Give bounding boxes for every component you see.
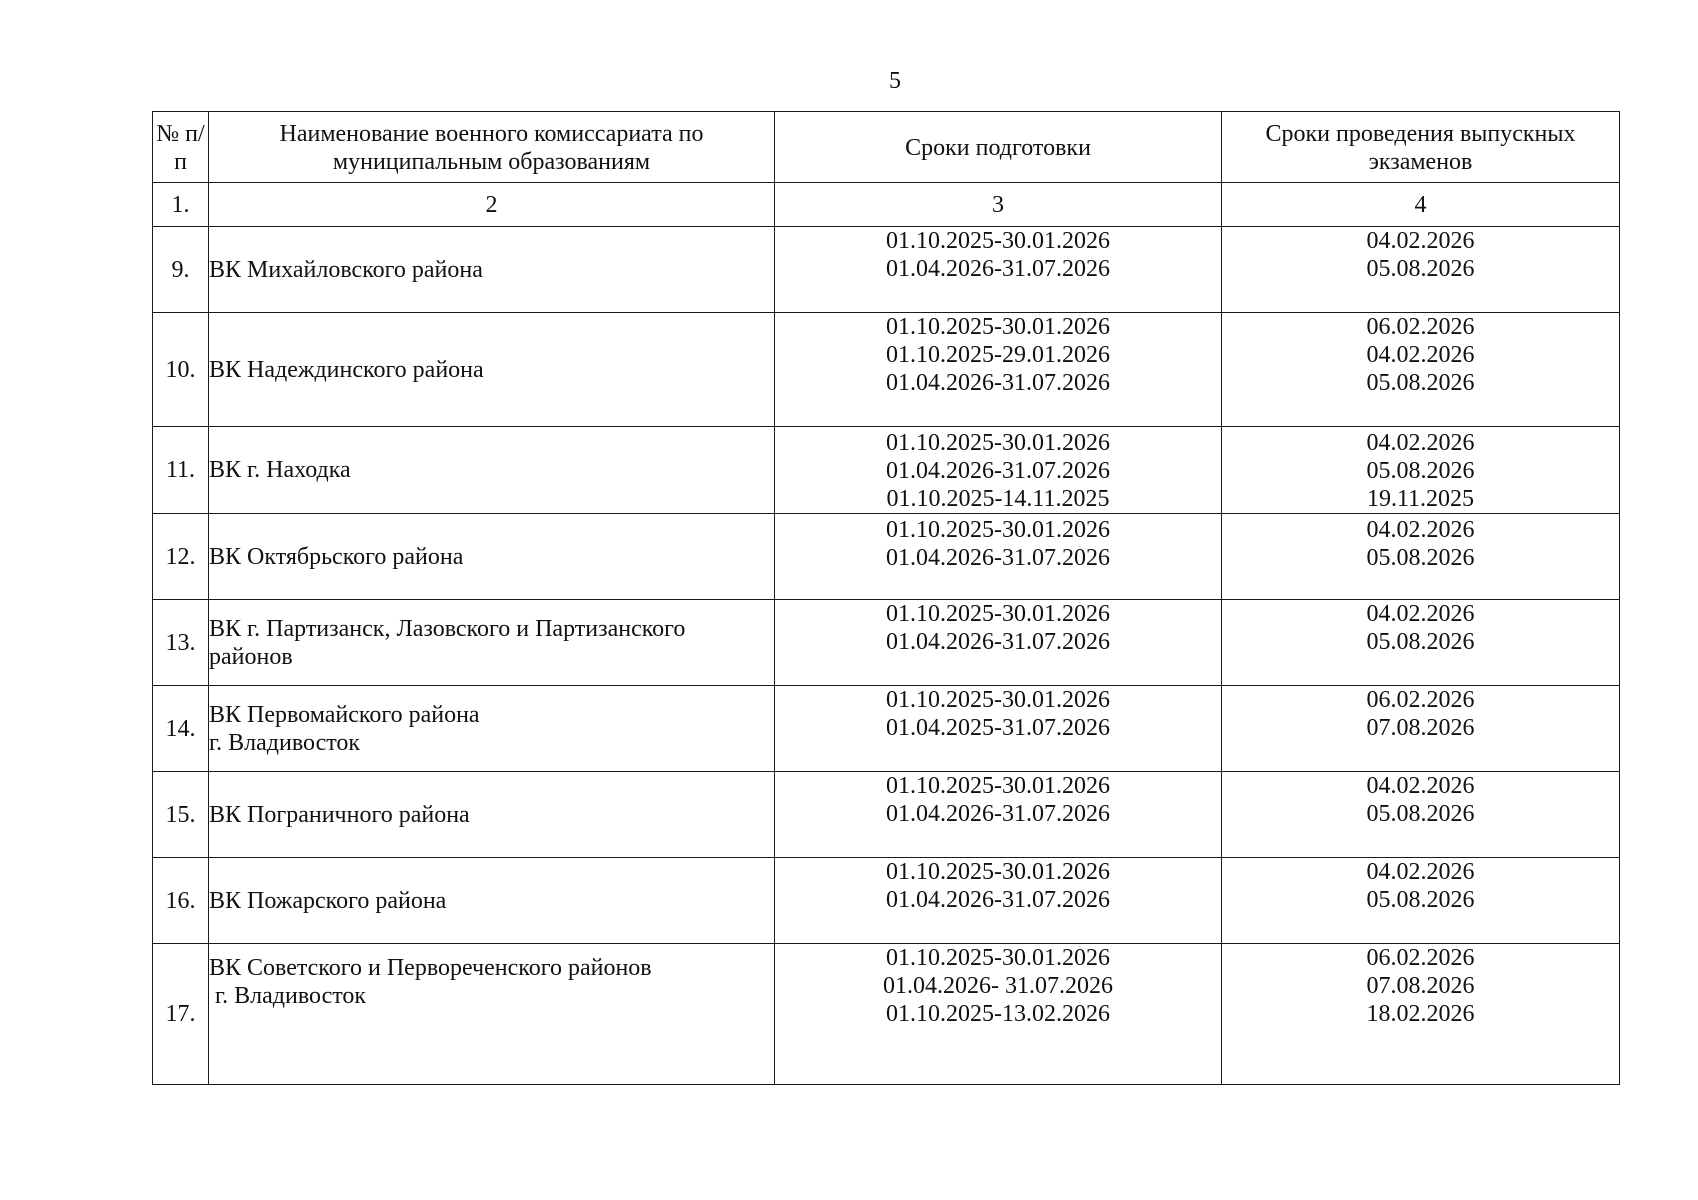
preparation-period: 01.04.2026-31.07.2026 — [886, 545, 1110, 571]
exam-date: 06.02.2026 — [1366, 945, 1475, 971]
name-line: ВК г. Партизанск, Лазовского и Партизанского — [209, 615, 686, 642]
commissariat-name — [209, 772, 775, 858]
exam-date: 04.02.2026 — [1366, 342, 1475, 368]
preparation-period: 01.10.2025-30.01.2026 — [886, 228, 1110, 254]
preparation-period: 01.10.2025-30.01.2026 — [886, 430, 1110, 456]
exam-date: 05.08.2026 — [1366, 256, 1475, 282]
commissariat-name — [209, 686, 775, 772]
row-number: 14. — [153, 686, 209, 772]
row-number: 17. — [153, 944, 209, 1085]
preparation-dates — [775, 227, 1222, 313]
name-line: г. Владивосток — [209, 983, 367, 1009]
exam-date: 05.08.2026 — [1366, 887, 1475, 913]
table-row — [153, 427, 1620, 514]
row-number: 15. — [153, 772, 209, 858]
name-line: ВК г. Находка — [209, 457, 351, 483]
preparation-period: 01.10.2025-13.02.2026 — [886, 1001, 1110, 1027]
header-exam: Сроки проведения выпускных экзаменов — [1222, 112, 1620, 183]
preparation-period: 01.04.2026- 31.07.2026 — [883, 973, 1113, 999]
exam-date: 05.08.2026 — [1366, 629, 1475, 655]
name-line: ВК Пожарского района — [209, 887, 447, 914]
preparation-dates — [775, 944, 1222, 1085]
name-line: ВК Октябрьского района — [209, 543, 464, 570]
exam-date: 19.11.2025 — [1366, 486, 1475, 512]
exam-date: 18.02.2026 — [1366, 1001, 1475, 1027]
column-number: 4 — [1222, 183, 1620, 227]
table-row — [153, 514, 1620, 600]
exam-date: 06.02.2026 — [1366, 314, 1475, 340]
exam-date: 05.08.2026 — [1366, 545, 1475, 571]
exam-date: 04.02.2026 — [1366, 517, 1475, 543]
column-number: 3 — [775, 183, 1222, 227]
preparation-dates — [775, 514, 1222, 600]
name-line: ВК Надеждинского района — [209, 356, 484, 383]
table-row — [153, 772, 1620, 858]
table-row — [153, 858, 1620, 944]
exam-dates — [1222, 427, 1620, 514]
row-number: 13. — [153, 600, 209, 686]
exam-date: 05.08.2026 — [1366, 370, 1475, 396]
preparation-period: 01.04.2026-31.07.2026 — [886, 801, 1110, 827]
preparation-period: 01.10.2025-30.01.2026 — [886, 945, 1110, 971]
name-line: ВК Первомайского района — [209, 701, 480, 728]
row-number: 10. — [153, 313, 209, 427]
exam-date: 04.02.2026 — [1366, 430, 1475, 456]
preparation-period: 01.04.2026-31.07.2026 — [886, 256, 1110, 282]
exam-dates — [1222, 514, 1620, 600]
schedule-table — [152, 111, 1620, 1085]
exam-date: 04.02.2026 — [1366, 773, 1475, 799]
exam-date: 06.02.2026 — [1366, 687, 1475, 713]
preparation-dates — [775, 772, 1222, 858]
commissariat-name — [209, 227, 775, 313]
name-line: г. Владивосток — [209, 729, 361, 756]
name-line: районов — [209, 643, 293, 670]
exam-dates — [1222, 944, 1620, 1085]
preparation-period: 01.04.2026-31.07.2026 — [886, 887, 1110, 913]
exam-dates — [1222, 858, 1620, 944]
table-row — [153, 227, 1620, 313]
name-line: ВК Пограничного района — [209, 801, 470, 828]
preparation-period: 01.10.2025-30.01.2026 — [886, 314, 1110, 340]
table-header-row — [153, 112, 1620, 183]
preparation-period: 01.10.2025-30.01.2026 — [886, 859, 1110, 885]
exam-date: 05.08.2026 — [1366, 801, 1475, 827]
row-number: 16. — [153, 858, 209, 944]
preparation-period: 01.10.2025-14.11.2025 — [886, 486, 1110, 512]
exam-date: 04.02.2026 — [1366, 859, 1475, 885]
exam-dates — [1222, 600, 1620, 686]
preparation-period: 01.04.2026-31.07.2026 — [886, 458, 1110, 484]
preparation-dates — [775, 686, 1222, 772]
header-num: № п/п — [153, 112, 209, 183]
row-number: 12. — [153, 514, 209, 600]
exam-date: 04.02.2026 — [1366, 601, 1475, 627]
header-prep: Сроки подготовки — [775, 112, 1222, 183]
name-line: ВК Советского и Первореченского районов — [209, 955, 652, 981]
preparation-dates — [775, 427, 1222, 514]
preparation-period: 01.04.2026-31.07.2026 — [886, 370, 1110, 396]
preparation-period: 01.10.2025-30.01.2026 — [886, 687, 1110, 713]
exam-dates — [1222, 772, 1620, 858]
column-number: 1. — [153, 183, 209, 227]
exam-date: 04.02.2026 — [1366, 228, 1475, 254]
header-name: Наименование военного комиссариата по муниципальным образованиям — [209, 112, 775, 183]
exam-dates — [1222, 227, 1620, 313]
commissariat-name — [209, 600, 775, 686]
table-row — [153, 944, 1620, 1085]
commissariat-name — [209, 427, 775, 514]
table-row — [153, 686, 1620, 772]
preparation-dates — [775, 313, 1222, 427]
commissariat-name — [209, 858, 775, 944]
exam-dates — [1222, 313, 1620, 427]
row-number: 11. — [153, 427, 209, 514]
preparation-period: 01.10.2025-30.01.2026 — [886, 517, 1110, 543]
exam-date: 05.08.2026 — [1366, 458, 1475, 484]
row-number: 9. — [153, 227, 209, 313]
preparation-period: 01.04.2026-31.07.2026 — [886, 629, 1110, 655]
exam-date: 07.08.2026 — [1366, 973, 1475, 999]
preparation-period: 01.10.2025-29.01.2026 — [886, 342, 1110, 368]
exam-date: 07.08.2026 — [1366, 715, 1475, 741]
preparation-dates — [775, 600, 1222, 686]
table-row — [153, 600, 1620, 686]
commissariat-name — [209, 514, 775, 600]
table-row — [153, 313, 1620, 427]
name-line: ВК Михайловского района — [209, 256, 483, 283]
preparation-period: 01.10.2025-30.01.2026 — [886, 601, 1110, 627]
preparation-dates — [775, 858, 1222, 944]
preparation-period: 01.04.2025-31.07.2026 — [886, 715, 1110, 741]
exam-dates — [1222, 686, 1620, 772]
preparation-period: 01.10.2025-30.01.2026 — [886, 773, 1110, 799]
commissariat-name — [209, 313, 775, 427]
column-number: 2 — [209, 183, 775, 227]
commissariat-name — [209, 944, 775, 1085]
page-number: 5 — [889, 68, 901, 94]
column-number-row — [153, 183, 1620, 227]
